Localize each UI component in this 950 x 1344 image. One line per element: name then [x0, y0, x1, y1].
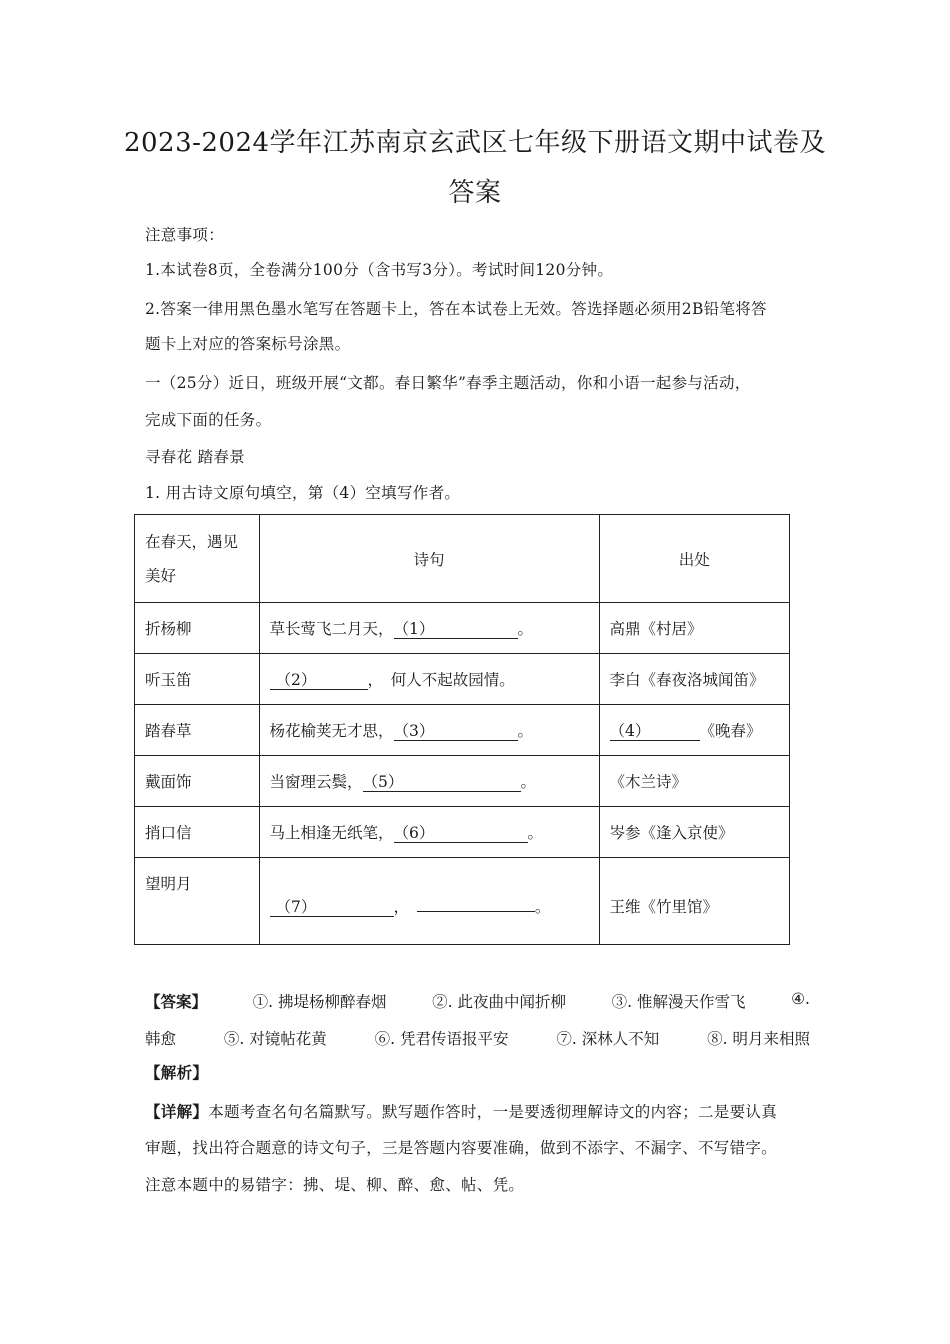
header-poem: 诗句 [259, 515, 599, 603]
notice-heading: 注意事项： [145, 226, 225, 244]
poem-prefix: 马上相逢无纸笔， [269, 824, 394, 842]
table-row [135, 858, 790, 945]
row-source [599, 705, 790, 756]
poem-suffix: 。 [520, 773, 537, 791]
answer-item: ⑧. 明月来相照 [707, 1030, 810, 1048]
section-1-intro-line-2: 完成下面的任务。 [145, 411, 272, 429]
row-theme: 踏春草 [135, 705, 260, 756]
table-row [135, 603, 790, 654]
poem-suffix: 。 [517, 722, 534, 740]
row-theme: 听玉笛 [135, 654, 260, 705]
row-source: 高鼎《村居》 [599, 603, 790, 654]
answer-blank-3[interactable]: （3） [394, 722, 518, 741]
poem-fill-table [134, 514, 790, 945]
row-poem [259, 858, 599, 945]
poem-prefix: 草长莺飞二月天， [269, 620, 394, 638]
title-line-1: 2023-2024学年江苏南京玄武区七年级下册语文期中试卷及 [123, 128, 827, 158]
answer-line-2 [145, 1027, 810, 1049]
answer-blank-8[interactable] [417, 895, 535, 912]
row-poem [259, 603, 599, 654]
answer-line-1 [145, 990, 810, 1012]
answer-blank-1[interactable]: （1） [394, 620, 518, 639]
row-theme: 捎口信 [135, 807, 260, 858]
poem-prefix: 杨花榆荚无才思， [269, 722, 394, 740]
poem-separator: ， [393, 898, 402, 916]
answer-item: ②. 此夜曲中闻折柳 [432, 993, 567, 1011]
row-source: 岑参《逢入京使》 [599, 807, 790, 858]
detail-line-3: 注意本题中的易错字：拂、堤、柳、醉、愈、帖、凭。 [145, 1176, 525, 1194]
detail-text-1: 本题考查名句名篇默写。默写题作答时，一是要透彻理解诗文的内容；二是要认真 [208, 1103, 778, 1121]
poem-suffix: 。 [517, 620, 534, 638]
answer-blank-7[interactable]: （7） [270, 898, 394, 917]
detail-line-1 [145, 1094, 810, 1130]
source-suffix: 《晚春》 [699, 722, 762, 740]
table-row [135, 654, 790, 705]
detail-label: 【详解】 [145, 1102, 209, 1121]
table-row [135, 756, 790, 807]
answer-blank-5[interactable]: （5） [363, 773, 521, 792]
answer-label: 【答案】 [145, 992, 208, 1011]
header-source: 出处 [599, 515, 790, 603]
notice-item-2-line-1: 2.答案一律用黑色墨水笔写在答题卡上，答在本试卷上无效。答选择题必须用2B铅笔将答 [145, 300, 767, 318]
answer-blank-6[interactable]: （6） [394, 824, 528, 843]
detail-line-2: 审题，找出符合题意的诗文句子，三是答题内容要准确，做到不添字、不漏字、不写错字。 [145, 1139, 778, 1157]
analysis-label: 【解析】 [145, 1063, 209, 1082]
row-source: 李白《春夜洛城闻笛》 [599, 654, 790, 705]
section-subtitle: 寻春花 踏春景 [145, 448, 246, 466]
notice-item-1: 1.本试卷8页，全卷满分100分（含书写3分）。考试时间120分钟。 [145, 261, 614, 279]
answer-item: ③. 惟解漫天作雪飞 [611, 993, 746, 1011]
section-1-intro-line-1: 一（25分）近日，班级开展“文都。春日繁华”春季主题活动，你和小语一起参与活动， [145, 374, 751, 392]
poem-suffix: ， 何人不起故园情。 [367, 671, 515, 689]
row-theme: 戴面饰 [135, 756, 260, 807]
table-header-row [135, 515, 790, 603]
row-theme: 望明月 [135, 858, 260, 945]
table-row [135, 807, 790, 858]
answer-blank-4[interactable]: （4） [610, 722, 700, 741]
title-line-2: 答案 [448, 178, 502, 208]
answer-blank-2[interactable]: （2） [270, 671, 368, 690]
poem-suffix: 。 [534, 898, 551, 916]
row-source: 王维《竹里馆》 [599, 858, 790, 945]
row-poem [259, 807, 599, 858]
question-1: 1. 用古诗文原句填空，第（4）空填写作者。 [145, 484, 461, 502]
answer-item: ④. [791, 990, 810, 1008]
row-source: 《木兰诗》 [599, 756, 790, 807]
row-poem [259, 654, 599, 705]
answer-item: ①. 拂堤杨柳醉春烟 [252, 993, 387, 1011]
header-theme: 在春天，遇见美好 [135, 515, 260, 603]
row-poem [259, 756, 599, 807]
answer-item: ⑦. 深林人不知 [556, 1030, 660, 1048]
table-row [135, 705, 790, 756]
document-title [120, 118, 830, 218]
answer-item: 韩愈 [145, 1030, 177, 1048]
answer-item: ⑤. 对镜帖花黄 [223, 1030, 327, 1048]
row-theme: 折杨柳 [135, 603, 260, 654]
notice-item-2-line-2: 题卡上对应的答案标号涂黑。 [145, 335, 351, 353]
row-poem [259, 705, 599, 756]
poem-prefix: 当窗理云鬓， [269, 773, 363, 791]
poem-suffix: 。 [527, 824, 544, 842]
answer-item: ⑥. 凭君传语报平安 [374, 1030, 509, 1048]
